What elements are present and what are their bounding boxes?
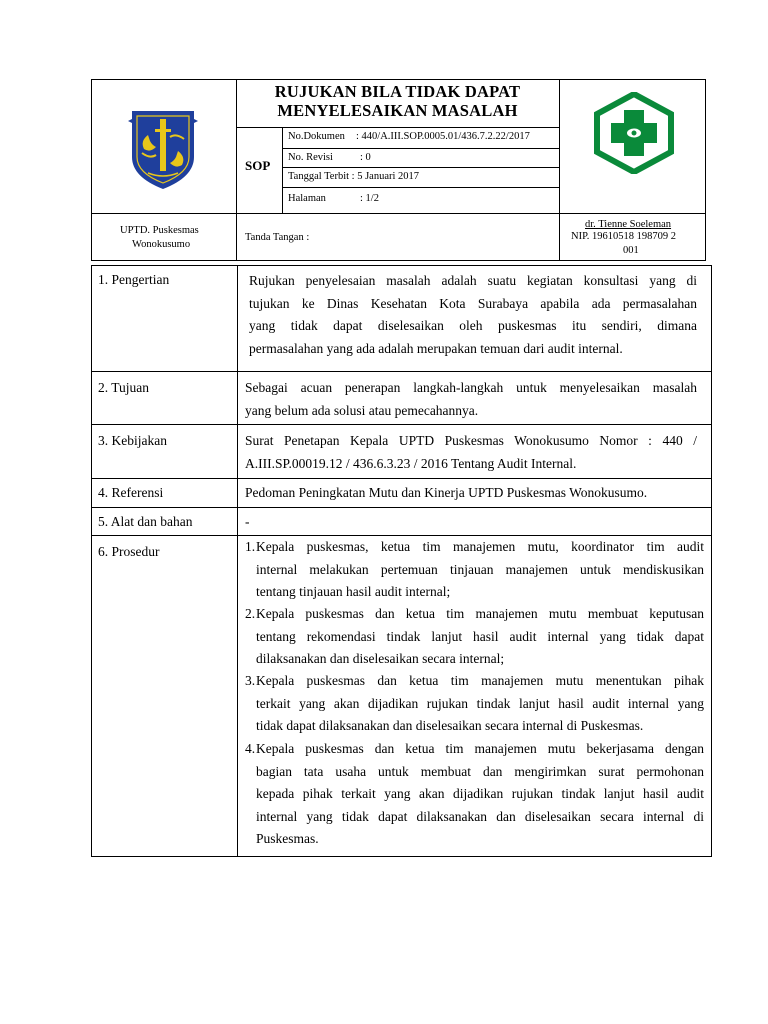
prosedur-item-2 [245,603,704,671]
meta-separator-3 [282,187,559,188]
no-dokumen-label: No.Dokumen [288,131,345,142]
meta-separator-2 [282,167,559,168]
prosedur-item-number: 4. [245,741,256,756]
halaman-value: : 1/2 [360,193,379,204]
referensi-text: Pedoman Peningkatan Mutu dan Kinerja UPTD Puskesmas Wonokusumo. [245,485,648,500]
body-border-right [711,265,712,857]
prosedur-item-3 [245,670,704,738]
tanda-tangan-label: Tanda Tangan : [245,232,310,243]
document-title-line1: RUJUKAN BILA TIDAK DAPAT [274,82,521,101]
sop-divider [282,127,283,213]
section-label-pengertian: 1. Pengertian [98,272,170,287]
kebijakan-line: Surat Penetapan Kepala UPTD Puskesmas Wonokusumo Nomor : 440 / [245,433,697,448]
prosedur-line: tentang rekomendasi tindak lanjut hasil audit internal yang tidak dapat [256,628,704,644]
prosedur-item-number: 2. [245,606,256,621]
document-title-line2: MENYELESAIKAN MASALAH [277,101,518,120]
signer-nip-line1: NIP. 19610518 198709 2 [571,231,677,242]
prosedur-line: kepada pihak terkait yang akan dijadikan rujukan tindak lanjut hasil audit [256,786,704,801]
pengertian-line: permasalahan yang ada adalah merupakan temuan dari audit internal. [249,340,623,356]
meta-separator-1 [282,148,559,149]
pengertian-line: yang tidak dapat diselesaikan oleh puskesmas itu sendiri, dimana [249,318,697,333]
kebijakan-line: A.III.SP.00019.12 / 436.6.3.23 / 2016 Tentang Audit Internal. [245,455,577,471]
prosedur-item-4 [245,738,704,851]
body-border-left [91,265,92,857]
pengertian-line: tujukan ke Dinas Kesehatan Kota Surabaya apabila ada permasalahan [249,295,697,311]
row-separator-1 [91,371,712,372]
prosedur-line: internal melakukan pertemuan tinjauan manajemen untuk mendiskusikan [256,561,704,577]
unit-name-line1: UPTD. Puskesmas [120,225,199,236]
row-separator-3 [91,478,712,479]
pengertian-text [249,270,697,360]
signer-nip-line2: 001 [623,245,639,256]
header-border-top [91,79,706,80]
no-revisi-value: : 0 [360,152,371,163]
section-label-kebijakan: 3. Kebijakan [98,433,167,448]
prosedur-line: tidak dapat dilaksanakan dan diselesaikan secara internal di Puskesmas. [256,718,644,733]
body-border-bottom [91,856,712,857]
row-separator-2 [91,424,712,425]
section-label-prosedur: 6. Prosedur [98,544,160,559]
surabaya-emblem-icon [128,107,198,197]
body-divider [237,265,238,857]
prosedur-line: dilaksanakan dan diselesaikan secara internal; [256,651,505,666]
header-border-left [91,79,92,261]
halaman-label: Halaman [288,193,326,204]
signer-name: dr. Tienne Soeleman [585,219,672,230]
body-border-top [91,265,712,266]
unit-name-line2: Wonokusumo [132,239,191,250]
section-label-referensi: 4. Referensi [98,485,164,500]
section-label-tujuan: 2. Tujuan [98,380,150,395]
puskesmas-logo-icon [593,92,675,179]
header-border-bottom [91,260,706,261]
prosedur-line: Kepala puskesmas dan ketua tim manajemen mutu menentukan pihak [256,673,704,688]
prosedur-line: Kepala puskesmas dan ketua tim manajemen mutu membuat keputusan [256,606,704,621]
section-label-alat: 5. Alat dan bahan [98,514,193,529]
prosedur-line: bagian tata usaha untuk membuat dan mengirimkan surat permohonan [256,763,704,779]
prosedur-line: tentang tinjauan hasil audit internal; [256,584,451,599]
prosedur-line: Kepala puskesmas dan ketua tim manajemen mutu bekerjasama dengan [256,741,704,756]
prosedur-line: Kepala puskesmas, ketua tim manajemen mutu, koordinator tim audit [256,539,704,554]
kebijakan-text [245,430,697,475]
tujuan-line: yang belum ada solusi atau pemecahannya. [245,402,479,418]
tujuan-text [245,377,697,422]
tujuan-line: Sebagai acuan penerapan langkah-langkah untuk menyelesaikan masalah [245,380,697,395]
sop-label: SOP [245,158,271,173]
row-separator-4 [91,507,712,508]
prosedur-line: internal yang tidak dapat dilaksanakan dan diselesaikan secara internal di [256,808,704,824]
tanggal-terbit: Tanggal Terbit : 5 Januari 2017 [288,171,420,182]
no-dokumen-value: : 440/A.III.SOP.0005.01/436.7.2.22/2017 [356,131,530,142]
pengertian-line: Rujukan penyelesaian masalah adalah suatu kegiatan konsultasi yang di [249,273,697,288]
header-divider-2 [559,79,560,261]
header-border-right [705,79,706,261]
prosedur-line: Puskesmas. [256,831,319,846]
prosedur-line: terkait yang akan dijadikan rujukan tindak lanjut hasil audit internal yang [256,695,704,711]
header-border-mid [91,213,706,214]
alat-text: - [245,514,250,529]
prosedur-item-number: 1. [245,539,256,554]
prosedur-item-1 [245,536,704,604]
title-separator [236,127,559,128]
prosedur-item-number: 3. [245,673,256,688]
no-revisi-label: No. Revisi [288,152,333,163]
